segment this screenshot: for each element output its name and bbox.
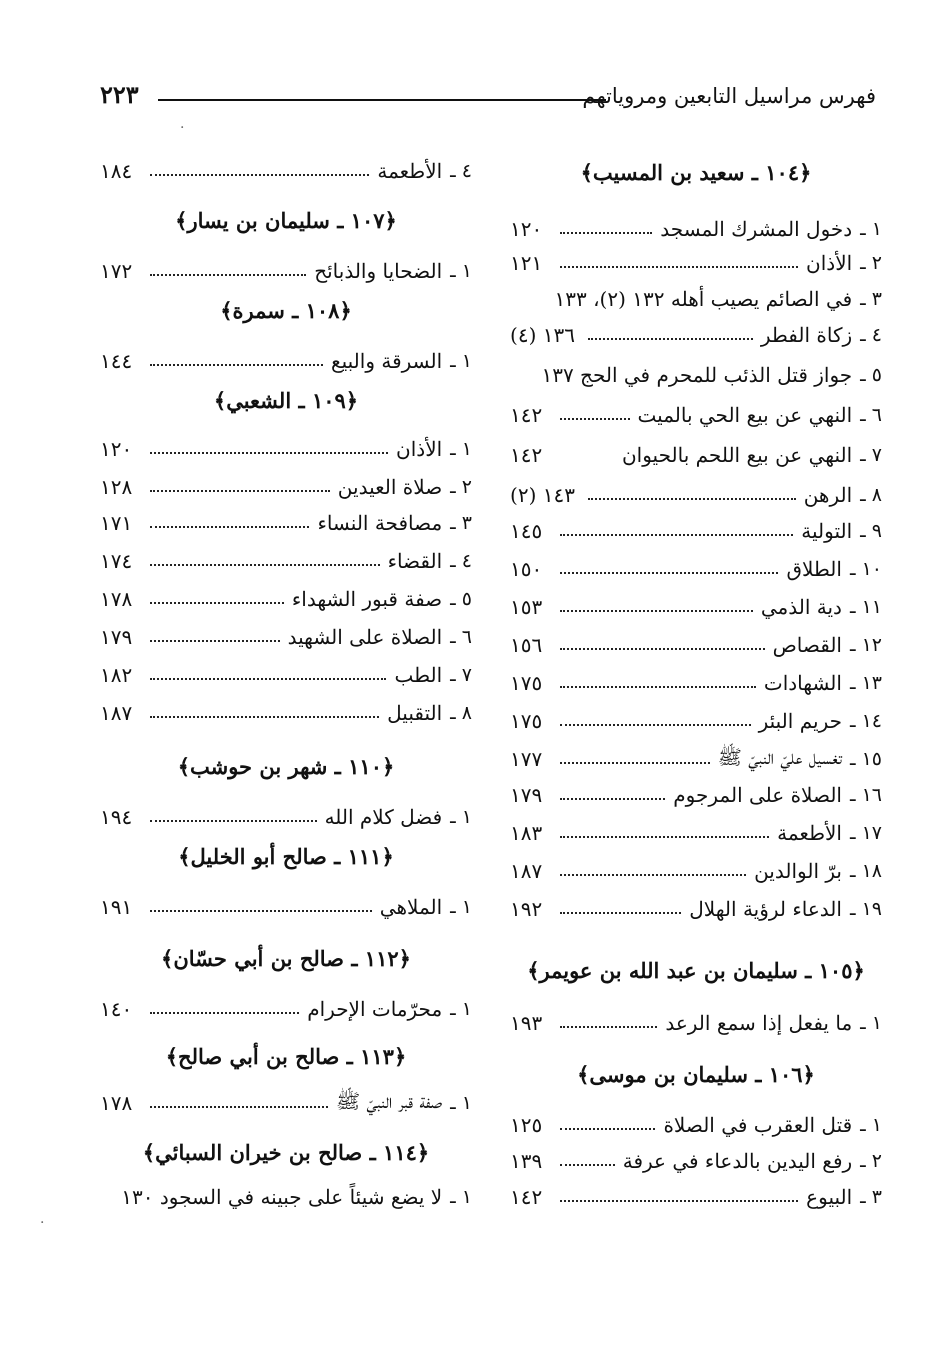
- entry-label: حريم البئر: [758, 709, 842, 733]
- index-entry: [100, 658, 472, 692]
- index-entry: [510, 514, 882, 548]
- entry-label: صفة قبور الشهداء: [291, 587, 443, 611]
- entry-page: ١٩٤: [100, 805, 133, 829]
- entry-page: ١٨٤: [100, 159, 133, 183]
- leader-dots: [560, 790, 665, 800]
- entry-page: ١٥٠: [510, 557, 543, 581]
- entry-label: الأذان: [396, 437, 443, 461]
- entry-label: الأطعمة: [377, 159, 443, 183]
- entry-label: التقبيل: [387, 701, 443, 725]
- entry-number: ٦ ـ: [450, 626, 472, 648]
- entry-label: صلاة العيدين: [337, 475, 443, 499]
- entry-label: الطب: [394, 663, 443, 687]
- index-entry: [100, 582, 472, 616]
- entry-page: ١٩١: [100, 895, 133, 919]
- entry-page: ١٢١: [510, 251, 543, 275]
- entry-number: ١٤ ـ: [849, 710, 882, 732]
- leader-dots: [560, 1192, 798, 1202]
- leader-dots: [560, 410, 630, 420]
- entry-number: ١ ـ: [450, 1186, 472, 1208]
- entry-number: ١٩ ـ: [849, 898, 882, 920]
- index-entry: [510, 778, 882, 812]
- entry-page: ١٤٢: [510, 443, 543, 467]
- entry-page: ١٧٩: [510, 783, 543, 807]
- index-entry: [510, 666, 882, 700]
- entry-page: ١٢٨: [100, 475, 133, 499]
- entry-label: قتل العقرب في الصلاة: [663, 1113, 853, 1137]
- entry-number: ١٨ ـ: [849, 860, 882, 882]
- entry-label: الدعاء لرؤية الهلال: [689, 897, 842, 921]
- section-heading: ﴿١١٤ ـ صالح بن خيران السبائي﴾: [142, 1140, 430, 1165]
- entry-number: ٩ ـ: [860, 520, 882, 542]
- index-entry: [510, 628, 882, 662]
- entry-page: ١٨٢: [100, 663, 133, 687]
- entry-label: صفة قبر النبيّ ﷺ: [335, 1088, 443, 1113]
- entry-number: ٣ ـ: [860, 288, 882, 310]
- entry-label: رفع اليدين بالدعاء في عرفة: [622, 1149, 853, 1173]
- entry-page: ١٩٣: [510, 1011, 543, 1035]
- index-entry: [510, 478, 882, 512]
- entry-number: ٢ ـ: [450, 476, 472, 498]
- index-entry: [100, 890, 472, 924]
- entry-number: ١ ـ: [450, 1092, 472, 1114]
- index-entry: [510, 590, 882, 624]
- leader-dots: [560, 828, 769, 838]
- entry-label: جواز قتل الذئب للمحرم في الحج ١٣٧: [541, 363, 853, 387]
- header-rule: [158, 99, 606, 101]
- index-entry: [510, 854, 882, 888]
- leader-dots: [150, 812, 317, 822]
- entry-label: دية الذمي: [760, 595, 842, 619]
- entry-page: ١٧٨: [100, 587, 133, 611]
- entry-label: زكاة الفطر: [760, 323, 853, 347]
- entry-page: ١٤٠: [100, 997, 133, 1021]
- leader-dots: [560, 602, 753, 612]
- entry-label: الأطعمة: [777, 821, 842, 845]
- index-entry: [510, 704, 882, 738]
- entry-number: ٧ ـ: [860, 444, 882, 466]
- leader-dots: [150, 1098, 328, 1108]
- entry-label: القضاء: [387, 549, 443, 573]
- leader-dots: [560, 526, 793, 536]
- section-heading: ﴿١١١ ـ صالح أبو الخليل﴾: [178, 844, 394, 869]
- index-entry: [510, 1180, 882, 1214]
- index-entry: [100, 470, 472, 504]
- entry-page: ١٤٣ (٢): [510, 483, 575, 507]
- entry-page: ١٧٢: [100, 259, 133, 283]
- entry-page: ١٧٥: [510, 671, 543, 695]
- entry-number: ٢ ـ: [860, 252, 882, 274]
- entry-number: ١ ـ: [450, 806, 472, 828]
- entry-number: ١٠ ـ: [849, 558, 882, 580]
- entry-label: محرّمات الإحرام: [307, 997, 443, 1021]
- index-entry: [510, 282, 882, 316]
- index-entry: [100, 800, 472, 834]
- section-heading: ﴿١٠٩ ـ الشعبي﴾: [213, 388, 359, 413]
- entry-number: ١ ـ: [450, 896, 472, 918]
- index-entry: [100, 154, 472, 188]
- index-entry: [510, 358, 882, 392]
- entry-page: ١٢٥: [510, 1113, 543, 1137]
- entry-label: الملاهي: [379, 895, 443, 919]
- entry-page: ١٨٧: [510, 859, 543, 883]
- entry-label: التولية: [801, 519, 853, 543]
- entry-number: ١ ـ: [450, 260, 472, 282]
- entry-label: السرقة والبيع: [330, 349, 443, 373]
- index-entry: [100, 696, 472, 730]
- entry-page: ١٩٢: [510, 897, 543, 921]
- section-heading: ﴿١١٢ ـ صالح بن أبي حسّان﴾: [161, 946, 411, 971]
- entry-page: ١٧٨: [100, 1091, 133, 1115]
- index-entry: [510, 318, 882, 352]
- index-entry: [100, 620, 472, 654]
- entry-number: ١ ـ: [450, 438, 472, 460]
- entry-number: ١ ـ: [860, 218, 882, 240]
- entry-number: ٨ ـ: [860, 484, 882, 506]
- index-entry: [100, 1180, 472, 1214]
- index-entry: [510, 552, 882, 586]
- entry-number: ٢ ـ: [860, 1150, 882, 1172]
- leader-dots: [150, 166, 369, 176]
- leader-dots: [560, 754, 710, 764]
- index-entry: [100, 1086, 472, 1120]
- leader-dots: [150, 444, 388, 454]
- index-entry: [510, 892, 882, 926]
- section-heading: ﴿١١٠ ـ شهر بن حوشب﴾: [177, 754, 395, 779]
- entry-page: ١٥٦: [510, 633, 543, 657]
- entry-number: ١٢ ـ: [849, 634, 882, 656]
- entry-page: ١٣٩: [510, 1149, 543, 1173]
- leader-dots: [150, 518, 309, 528]
- running-title: فهرس مراسيل التابعين ومروياتهم: [582, 84, 876, 108]
- leader-dots: [560, 1018, 657, 1028]
- entry-label: الطلاق: [786, 557, 842, 581]
- index-entry: [100, 432, 472, 466]
- entry-label: الصلاة على الشهيد: [287, 625, 443, 649]
- entry-number: ١٣ ـ: [849, 672, 882, 694]
- leader-dots: [560, 1156, 615, 1166]
- entry-label: الصلاة على المرجوم: [673, 783, 842, 807]
- index-entry: [510, 438, 882, 472]
- leader-dots: [150, 266, 306, 276]
- index-entry: [100, 344, 472, 378]
- entry-label: القصاص: [772, 633, 842, 657]
- entry-label: تغسيل عليّ النبيّ ﷺ: [717, 744, 842, 769]
- entry-page: ١٤٥: [510, 519, 543, 543]
- entry-page: ١٨٧: [100, 701, 133, 725]
- index-entry: [100, 254, 472, 288]
- entry-label: البيوع: [806, 1185, 853, 1209]
- leader-dots: [560, 866, 746, 876]
- entry-number: ١٥ ـ: [849, 748, 882, 770]
- leader-dots: [560, 640, 765, 650]
- entry-label: برّ الوالدين: [754, 859, 842, 883]
- index-entry: [510, 246, 882, 280]
- page-number: ٢٢٣: [100, 80, 139, 109]
- entry-page: ١٧٧: [510, 747, 543, 771]
- section-heading: ﴿١١٣ ـ صالح بن أبي صالح﴾: [165, 1044, 407, 1069]
- entry-label: الضحايا والذبائح: [314, 259, 443, 283]
- index-entry: [510, 742, 882, 776]
- entry-page: ١٤٢: [510, 403, 543, 427]
- entry-page: ١٧١: [100, 511, 133, 535]
- page-header: [100, 82, 876, 112]
- entry-label: دخول المشرك المسجد: [660, 217, 853, 241]
- scan-speck: ·: [40, 1215, 45, 1231]
- entry-number: ٦ ـ: [860, 404, 882, 426]
- leader-dots: [150, 482, 330, 492]
- entry-page: ١٧٩: [100, 625, 133, 649]
- entry-number: ١ ـ: [450, 350, 472, 372]
- entry-label: النهي عن بيع اللحم بالحيوان: [621, 443, 853, 467]
- entry-label: في الصائم يصيب أهله ١٣٢ (٢)، ١٣٣: [554, 287, 853, 311]
- entry-number: ٣ ـ: [450, 512, 472, 534]
- leader-dots: [560, 716, 751, 726]
- index-entry: [100, 506, 472, 540]
- entry-number: ٨ ـ: [450, 702, 472, 724]
- entry-label: الرهن: [803, 483, 853, 507]
- entry-page: ١٤٤: [100, 349, 133, 373]
- leader-dots: [150, 902, 372, 912]
- entry-label: لا يضع شيئاً على جبينه في السجود ١٣٠: [121, 1185, 443, 1209]
- section-heading: ﴿١٠٦ ـ سليمان بن موسى﴾: [577, 1062, 815, 1087]
- entry-number: ١٦ ـ: [849, 784, 882, 806]
- index-entry: [510, 398, 882, 432]
- index-entry: [100, 544, 472, 578]
- index-entry: [100, 992, 472, 1026]
- entry-number: ٥ ـ: [450, 588, 472, 610]
- section-heading: ﴿١٠٧ ـ سليمان بن يسار﴾: [175, 208, 397, 233]
- entry-label: الأذان: [806, 251, 853, 275]
- entry-page: ١٢٠: [510, 217, 543, 241]
- entry-number: ١ ـ: [860, 1012, 882, 1034]
- scan-speck: ·: [180, 120, 185, 136]
- entry-page: ١٧٥: [510, 709, 543, 733]
- section-heading: ﴿١٠٤ ـ سعيد بن المسيب﴾: [580, 160, 812, 185]
- leader-dots: [150, 708, 379, 718]
- leader-dots: [150, 632, 280, 642]
- index-entry: [510, 212, 882, 246]
- entry-number: ١ ـ: [860, 1114, 882, 1136]
- entry-label: الشهادات: [763, 671, 842, 695]
- entry-number: ١١ ـ: [849, 596, 882, 618]
- entry-label: النهي عن بيع الحي بالميت: [637, 403, 853, 427]
- section-heading: ﴿١٠٥ ـ سليمان بن عبد الله بن عويمر﴾: [527, 958, 865, 983]
- entry-page: ١٣٦ (٤): [510, 323, 575, 347]
- entry-number: ٥ ـ: [860, 364, 882, 386]
- entry-number: ٣ ـ: [860, 1186, 882, 1208]
- leader-dots: [150, 670, 386, 680]
- index-entry: [510, 1006, 882, 1040]
- section-heading: ﴿١٠٨ ـ سمرة﴾: [220, 298, 352, 323]
- index-entry: [510, 1144, 882, 1178]
- entry-page: ١٥٣: [510, 595, 543, 619]
- entry-number: ٤ ـ: [450, 160, 472, 182]
- leader-dots: [560, 564, 778, 574]
- entry-number: ٤ ـ: [450, 550, 472, 572]
- entry-label: فضل كلام الله: [324, 805, 443, 829]
- entry-page: ١٢٠: [100, 437, 133, 461]
- leader-dots: [150, 594, 284, 604]
- entry-label: ما يفعل إذا سمع الرعد: [665, 1011, 853, 1035]
- leader-dots: [560, 904, 681, 914]
- leader-dots: [150, 1004, 299, 1014]
- leader-dots: [560, 1120, 655, 1130]
- leader-dots: [560, 451, 614, 459]
- leader-dots: [588, 330, 753, 340]
- leader-dots: [150, 356, 323, 366]
- entry-number: ٤ ـ: [860, 324, 882, 346]
- leader-dots: [150, 556, 380, 566]
- entry-number: ١ ـ: [450, 998, 472, 1020]
- entry-page: ١٧٤: [100, 549, 133, 573]
- entry-number: ٧ ـ: [450, 664, 472, 686]
- entry-number: ١٧ ـ: [849, 822, 882, 844]
- leader-dots: [560, 678, 756, 688]
- leader-dots: [588, 490, 796, 500]
- index-entry: [510, 816, 882, 850]
- entry-page: ١٤٢: [510, 1185, 543, 1209]
- entry-page: ١٨٣: [510, 821, 543, 845]
- leader-dots: [560, 258, 798, 268]
- index-entry: [510, 1108, 882, 1142]
- leader-dots: [560, 224, 652, 234]
- entry-label: مصافحة النساء: [317, 511, 443, 535]
